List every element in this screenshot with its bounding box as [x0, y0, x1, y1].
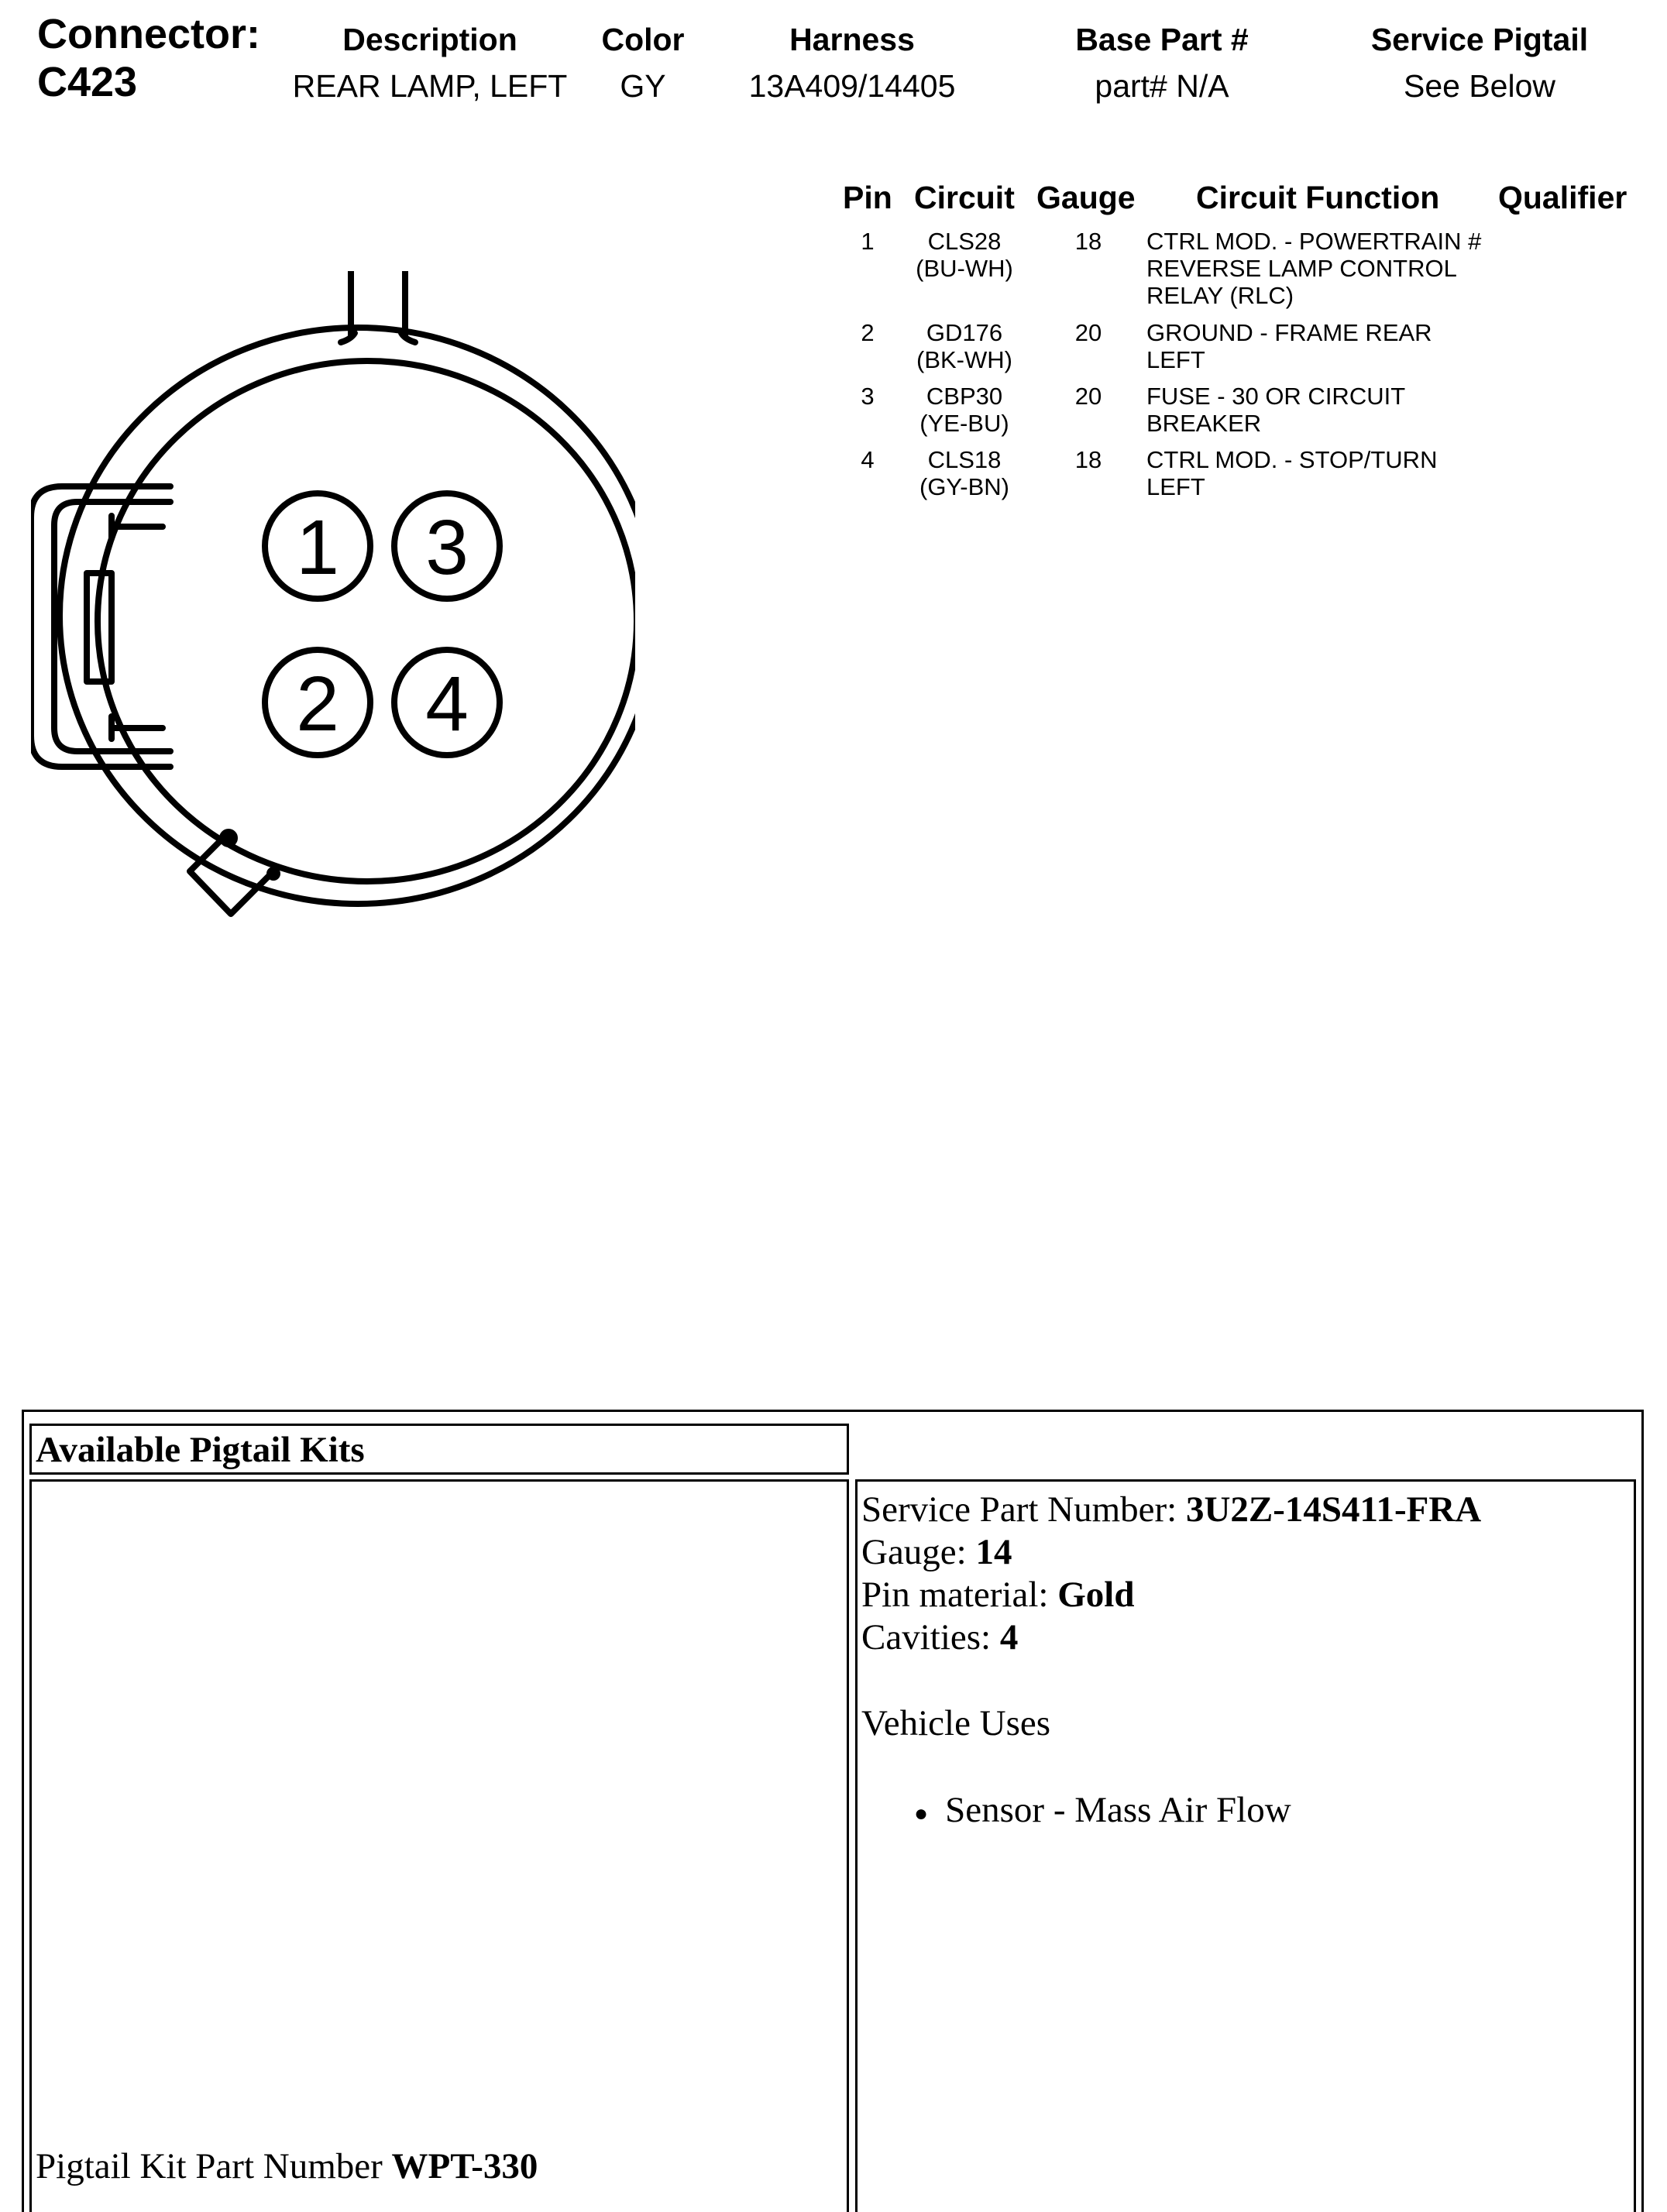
service-part-number [861, 1489, 1481, 1531]
panel-border-left [22, 1410, 24, 2212]
cavity-label-1: 1 [296, 504, 339, 591]
value-color: GY [620, 68, 666, 104]
pin-number: 1 [861, 228, 875, 255]
cavity-label-2: 2 [296, 661, 339, 747]
cavities-label: Cavities: [861, 1617, 1000, 1657]
connector-label: Connector: [37, 11, 260, 57]
cavities-value: 4 [999, 1617, 1019, 1657]
circuit-function: CTRL MOD. - POWERTRAIN # REVERSE LAMP CONTROL RELAY (RLC) [1146, 228, 1482, 309]
header-description: Description [342, 22, 517, 57]
title-cell-border-left [29, 1424, 32, 1475]
circuit-id: CLS18 [927, 446, 1002, 473]
pin-number: 4 [861, 446, 875, 473]
vehicle-use-text: Sensor - Mass Air Flow [945, 1790, 1291, 1830]
circuit-color: (GY-BN) [919, 473, 1009, 500]
pigtail-kit-part-number [36, 2145, 538, 2188]
details-cell-border-right [1634, 1479, 1636, 2212]
pin-table-header-circuit: Circuit [914, 180, 1015, 215]
circuit-function: GROUND - FRAME REAR LEFT [1146, 319, 1432, 373]
gauge-value: 14 [975, 1532, 1012, 1572]
service-part-value: 3U2Z-14S411-FRA [1185, 1489, 1482, 1530]
header-base-part: Base Part # [1075, 22, 1249, 57]
circuit-gauge: 18 [1074, 446, 1102, 473]
pin-table-header-qualifier: Qualifier [1498, 180, 1627, 215]
circuit-gauge: 20 [1074, 319, 1102, 346]
circuit-color: (BK-WH) [916, 346, 1012, 373]
connector-inner-shell [98, 361, 635, 881]
pigtail-kits-title: Available Pigtail Kits [36, 1430, 365, 1470]
kit-part-value: WPT-330 [391, 2146, 538, 2186]
title-cell-border-bottom [29, 1472, 849, 1475]
cavity-label-3: 3 [425, 504, 469, 591]
kit-part-label: Pigtail Kit Part Number [36, 2146, 392, 2186]
pin-number: 3 [861, 383, 875, 410]
pin-material-label: Pin material: [861, 1575, 1058, 1615]
cavity-label-4: 4 [425, 661, 469, 747]
image-cell-border-right [847, 1479, 849, 2212]
panel-border-right [1641, 1410, 1644, 2212]
details-cell-border-left [855, 1479, 858, 2212]
title-cell-border-top [29, 1424, 849, 1426]
pin-material [861, 1574, 1135, 1616]
connector-face-drawing [31, 271, 635, 937]
pin-table-header-gauge: Gauge [1036, 180, 1136, 215]
value-service-pigtail: See Below [1403, 68, 1555, 104]
header-service-pigtail: Service Pigtail [1370, 22, 1589, 57]
header-color: Color [601, 22, 685, 57]
vehicle-uses-heading: Vehicle Uses [861, 1703, 1051, 1743]
circuit-id: CLS28 [927, 228, 1002, 255]
circuit-color: (YE-BU) [919, 410, 1009, 437]
bullet-icon: ● [914, 1800, 929, 1826]
bottom-key [190, 832, 277, 914]
circuit-color: (BU-WH) [916, 255, 1013, 282]
image-cell-border-top [29, 1479, 849, 1482]
value-harness: 13A409/14405 [748, 68, 956, 104]
list-item [914, 1789, 1291, 1835]
pin-material-value: Gold [1057, 1575, 1135, 1615]
circuit-gauge: 18 [1074, 228, 1102, 255]
header-harness: Harness [789, 22, 915, 57]
connector-id: C423 [37, 59, 138, 105]
pin-table-header-function: Circuit Function [1196, 180, 1440, 215]
image-cell-border-left [29, 1479, 32, 2212]
details-cell-border-top [855, 1479, 1636, 1482]
circuit-gauge: 20 [1074, 383, 1102, 410]
gauge-label: Gauge: [861, 1532, 976, 1572]
service-part-label: Service Part Number: [861, 1489, 1186, 1530]
value-base-part: part# N/A [1095, 68, 1229, 104]
pigtail-gauge [861, 1531, 1012, 1574]
circuit-id: CBP30 [926, 383, 1003, 410]
pin-table-header-pin: Pin [843, 180, 892, 215]
value-description: REAR LAMP, LEFT [292, 68, 568, 104]
circuit-function: CTRL MOD. - STOP/TURN LEFT [1146, 446, 1438, 500]
circuit-id: GD176 [926, 319, 1003, 346]
pin-number: 2 [861, 319, 875, 346]
panel-border-top [22, 1410, 1644, 1412]
circuit-function: FUSE - 30 OR CIRCUIT BREAKER [1146, 383, 1405, 437]
title-cell-border-right [847, 1424, 849, 1475]
cavities [861, 1616, 1018, 1659]
